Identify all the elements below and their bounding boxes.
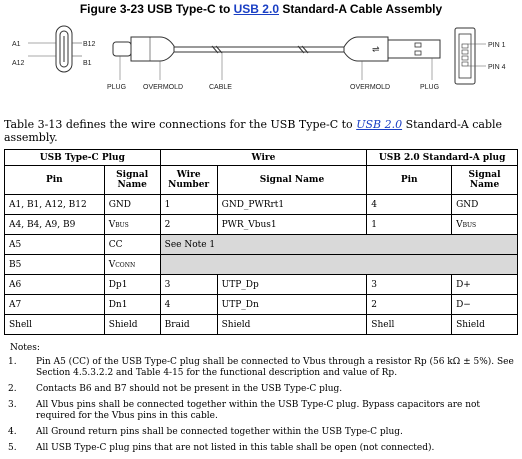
col-header: Wire Number	[160, 166, 217, 195]
note-number: 2.	[8, 384, 17, 394]
table-row	[5, 255, 518, 275]
cell: GND	[104, 195, 160, 215]
usb-2-link[interactable]: USB 2.0	[233, 2, 279, 16]
pin1-label: PIN 1	[488, 42, 506, 49]
standard-a-face	[455, 28, 475, 84]
note-item	[10, 427, 518, 438]
cell: A6	[5, 275, 105, 295]
cell: GND_PWRrt1	[217, 195, 367, 215]
cell: Vbus	[104, 215, 160, 235]
left-plug-overmold	[113, 37, 174, 61]
note-text: All USB Type-C plug pins that are not listed in this table shall be open (not connected).	[36, 443, 435, 453]
table-row	[5, 295, 518, 315]
table-row	[5, 195, 518, 215]
plug-right-label: PLUG	[420, 84, 440, 91]
cell: Shield	[452, 315, 518, 335]
cell: 2	[160, 215, 217, 235]
table-row	[5, 275, 518, 295]
group-header-type-c: USB Type-C Plug	[5, 150, 161, 166]
note-number: 3.	[8, 400, 17, 410]
cable-label: CABLE	[209, 84, 232, 91]
note-number: 5.	[8, 443, 17, 453]
note-item	[10, 400, 518, 422]
wire-connections-table	[4, 149, 518, 335]
cell: Shell	[5, 315, 105, 335]
cell: 2	[367, 295, 452, 315]
overmold-right-label: OVERMOLD	[350, 84, 391, 91]
cell: A4, B4, A9, B9	[5, 215, 105, 235]
note-number: 4.	[8, 427, 17, 437]
cell: Dp1	[104, 275, 160, 295]
cell: A1, B1, A12, B12	[5, 195, 105, 215]
intro-usb-2-link[interactable]: USB 2.0	[356, 118, 403, 131]
notes-section	[10, 343, 518, 459]
col-header: Signal Name	[452, 166, 518, 195]
cell: Shield	[104, 315, 160, 335]
cell: GND	[452, 195, 518, 215]
col-header: Signal Name	[104, 166, 160, 195]
col-header: Pin	[367, 166, 452, 195]
cell: 3	[367, 275, 452, 295]
note-text: Contacts B6 and B7 should not be present in the USB Type-C plug.	[36, 384, 343, 394]
overmold-left-label: OVERMOLD	[143, 84, 184, 91]
figure-title-prefix: Figure 3-23 USB Type-C to	[79, 2, 234, 16]
cell: 1	[367, 215, 452, 235]
cell: B5	[5, 255, 105, 275]
cell: Braid	[160, 315, 217, 335]
pin-a1-label: A1	[12, 41, 21, 48]
cell: 3	[160, 275, 217, 295]
cell: Vbus	[452, 215, 518, 235]
cell: D+	[452, 275, 518, 295]
cell: CC	[104, 235, 160, 255]
cell: 1	[160, 195, 217, 215]
notes-list	[10, 357, 518, 454]
cell: A7	[5, 295, 105, 315]
cable-assembly-diagram	[0, 20, 522, 98]
cell: UTP_Dn	[217, 295, 367, 315]
col-header: Signal Name	[217, 166, 367, 195]
cell: PWR_Vbus1	[217, 215, 367, 235]
note-number: 1.	[8, 357, 17, 367]
group-header-standard-a: USB 2.0 Standard-A plug	[367, 150, 518, 166]
figure-title	[0, 2, 522, 16]
empty-gray-cell	[160, 255, 517, 275]
pin-b12-label: B12	[83, 41, 96, 48]
note-text: All Vbus pins shall be connected together within the USB Type-C plug. Bypass capacitors are not required for the Vbus pins in this cable.	[36, 400, 481, 421]
cell: D−	[452, 295, 518, 315]
table-row	[5, 315, 518, 335]
table-row	[5, 215, 518, 235]
pin4-label: PIN 4	[488, 64, 506, 71]
intro-prefix: Table 3-13 defines the wire connections for the USB Type-C to	[4, 118, 357, 131]
cell: 4	[367, 195, 452, 215]
group-header-wire: Wire	[160, 150, 367, 166]
note-text: Pin A5 (CC) of the USB Type-C plug shall be connected to Vbus through a resistor Rp (56 kΩ ± 5%). See Section 4.5.3.2.2 and Table 4-15 for the functional description and value of Rp.	[36, 357, 514, 378]
cell: Dn1	[104, 295, 160, 315]
note-text: All Ground return pins shall be connected together within the USB Type-C plug.	[36, 427, 403, 437]
note-item	[10, 443, 518, 454]
cell: UTP_Dp	[217, 275, 367, 295]
cell: Shield	[217, 315, 367, 335]
note-item	[10, 357, 518, 379]
figure-title-suffix: Standard-A Cable Assembly	[279, 2, 443, 16]
intro-paragraph	[4, 118, 519, 144]
plug-left-label: PLUG	[107, 84, 127, 91]
pin-a12-label: A12	[12, 60, 25, 67]
table-row	[5, 235, 518, 255]
intro-suffix: Standard-A cable assembly.	[4, 118, 503, 144]
notes-title: Notes:	[10, 343, 40, 353]
cable-body	[174, 46, 344, 53]
cell: 4	[160, 295, 217, 315]
type-c-plug-face	[56, 26, 72, 72]
note-cell: See Note 1	[160, 235, 517, 255]
right-overmold-plug	[344, 37, 440, 61]
usb-symbol-icon: ⇌	[372, 44, 380, 54]
cell: Vconn	[104, 255, 160, 275]
col-header: Pin	[5, 166, 105, 195]
cell: Shell	[367, 315, 452, 335]
pin-b1-label: B1	[83, 60, 92, 67]
note-item	[10, 384, 518, 395]
cell: A5	[5, 235, 105, 255]
